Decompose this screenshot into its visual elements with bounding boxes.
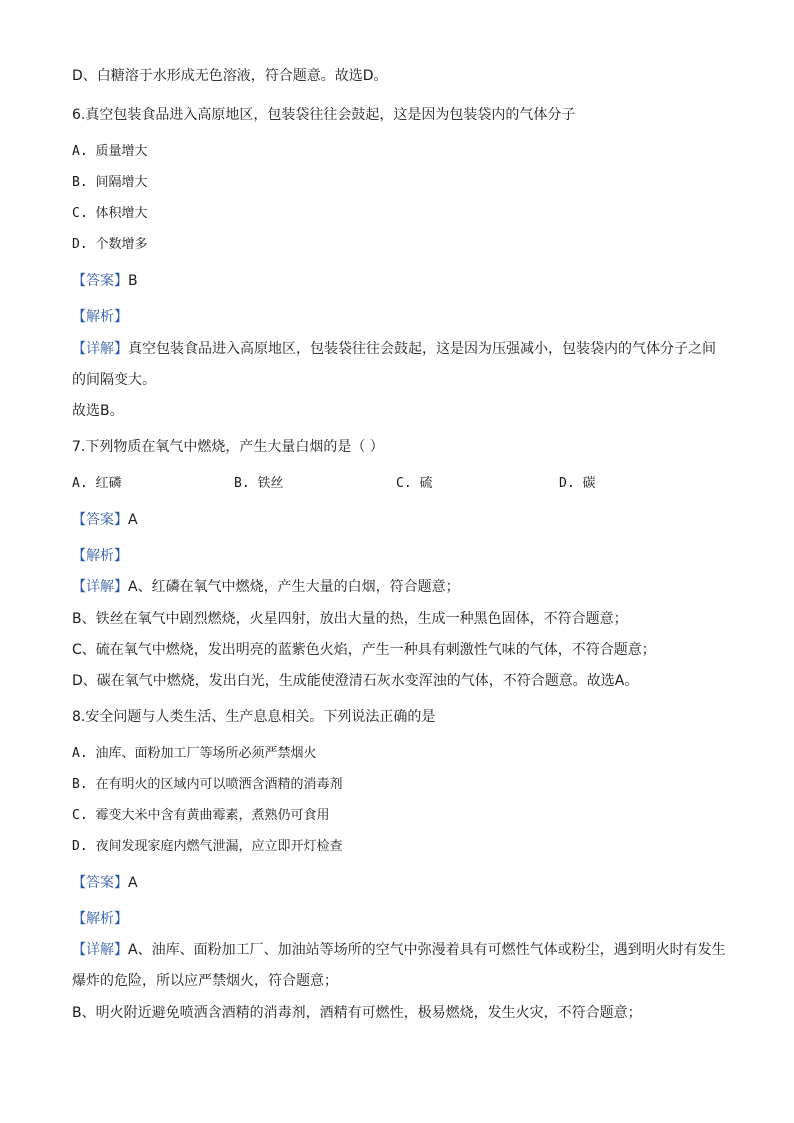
question-8-option-d: D. 夜间发现家庭内燃气泄漏，应立即开灯检查 [72,839,343,854]
question-8-answer [72,874,138,892]
answer-value: A [128,875,138,891]
question-7-option-a: A. 红磷 [72,476,122,491]
text-line: C、硫在氧气中燃烧，发出明亮的蓝紫色火焰，产生一种具有刺激性气味的气体，不符合题意； [72,642,656,658]
text-line: D、碳在氧气中燃烧，发出白光，生成能使澄清石灰水变浑浊的气体，不符合题意。故选A。 [72,673,639,689]
question-6-analysis-tag: 【解析】 [72,309,128,325]
text-line: B、铁丝在氧气中剧烈燃烧，火星四射，放出大量的热，生成一种黑色固体，不符合题意； [72,611,628,627]
question-7-option-d: D. 碳 [559,476,596,491]
question-8-detail [72,941,726,959]
detail-text: A、油库、面粉加工厂、加油站等场所的空气中弥漫着具有可燃性气体或粉尘，遇到明火时有发生 [128,942,726,958]
text-line: D、白糖溶于水形成无色溶液，符合题意。故选D。 [72,68,388,84]
detail-tag: 【详解】 [72,341,128,357]
question-8-analysis-tag: 【解析】 [72,911,128,927]
answer-tag: 【答案】 [72,875,128,891]
answer-value: B [128,273,138,289]
answer-value: A [128,512,138,528]
question-8-option-b: B. 在有明火的区域内可以喷洒含酒精的消毒剂 [72,777,343,792]
question-7-option-c: C. 硫 [396,476,433,491]
text-line: 爆炸的危险，所以应严禁烟火，符合题意； [72,973,338,989]
question-7-analysis-tag: 【解析】 [72,548,128,564]
detail-tag: 【详解】 [72,579,128,595]
answer-tag: 【答案】 [72,512,128,528]
question-6-detail [72,340,716,358]
question-6-option-a: A. 质量增大 [72,144,148,159]
question-8-option-c: C. 霉变大米中含有黄曲霉素，煮熟仍可食用 [72,808,330,823]
question-7-answer [72,511,138,529]
question-6-option-d: D. 个数增多 [72,237,148,252]
question-8-option-a: A. 油库、面粉加工厂等场所必须严禁烟火 [72,746,317,761]
question-6-answer [72,272,138,290]
detail-text: A、红磷在氧气中燃烧，产生大量的白烟，符合题意； [128,579,460,595]
question-6-option-b: B. 间隔增大 [72,175,148,190]
text-line: 故选B。 [72,403,124,419]
question-6-option-c: C. 体积增大 [72,206,148,221]
question-7-stem: 7.下列物质在氧气中燃烧，产生大量白烟的是（ ） [72,439,384,455]
question-6-stem: 6.真空包装食品进入高原地区，包装袋往往会鼓起，这是因为包装袋内的气体分子 [72,107,576,123]
question-7-option-b: B. 铁丝 [234,476,284,491]
text-line: 的间隔变大。 [72,372,156,388]
detail-tag: 【详解】 [72,942,128,958]
question-7-detail [72,578,460,596]
question-8-stem: 8.安全问题与人类生活、生产息息相关。下列说法正确的是 [72,709,436,725]
answer-tag: 【答案】 [72,273,128,289]
text-line: B、明火附近避免喷洒含酒精的消毒剂，酒精有可燃性，极易燃烧，发生火灾，不符合题意； [72,1005,642,1021]
detail-text: 真空包装食品进入高原地区，包装袋往往会鼓起，这是因为压强减小，包装袋内的气体分子之间 [128,341,716,357]
